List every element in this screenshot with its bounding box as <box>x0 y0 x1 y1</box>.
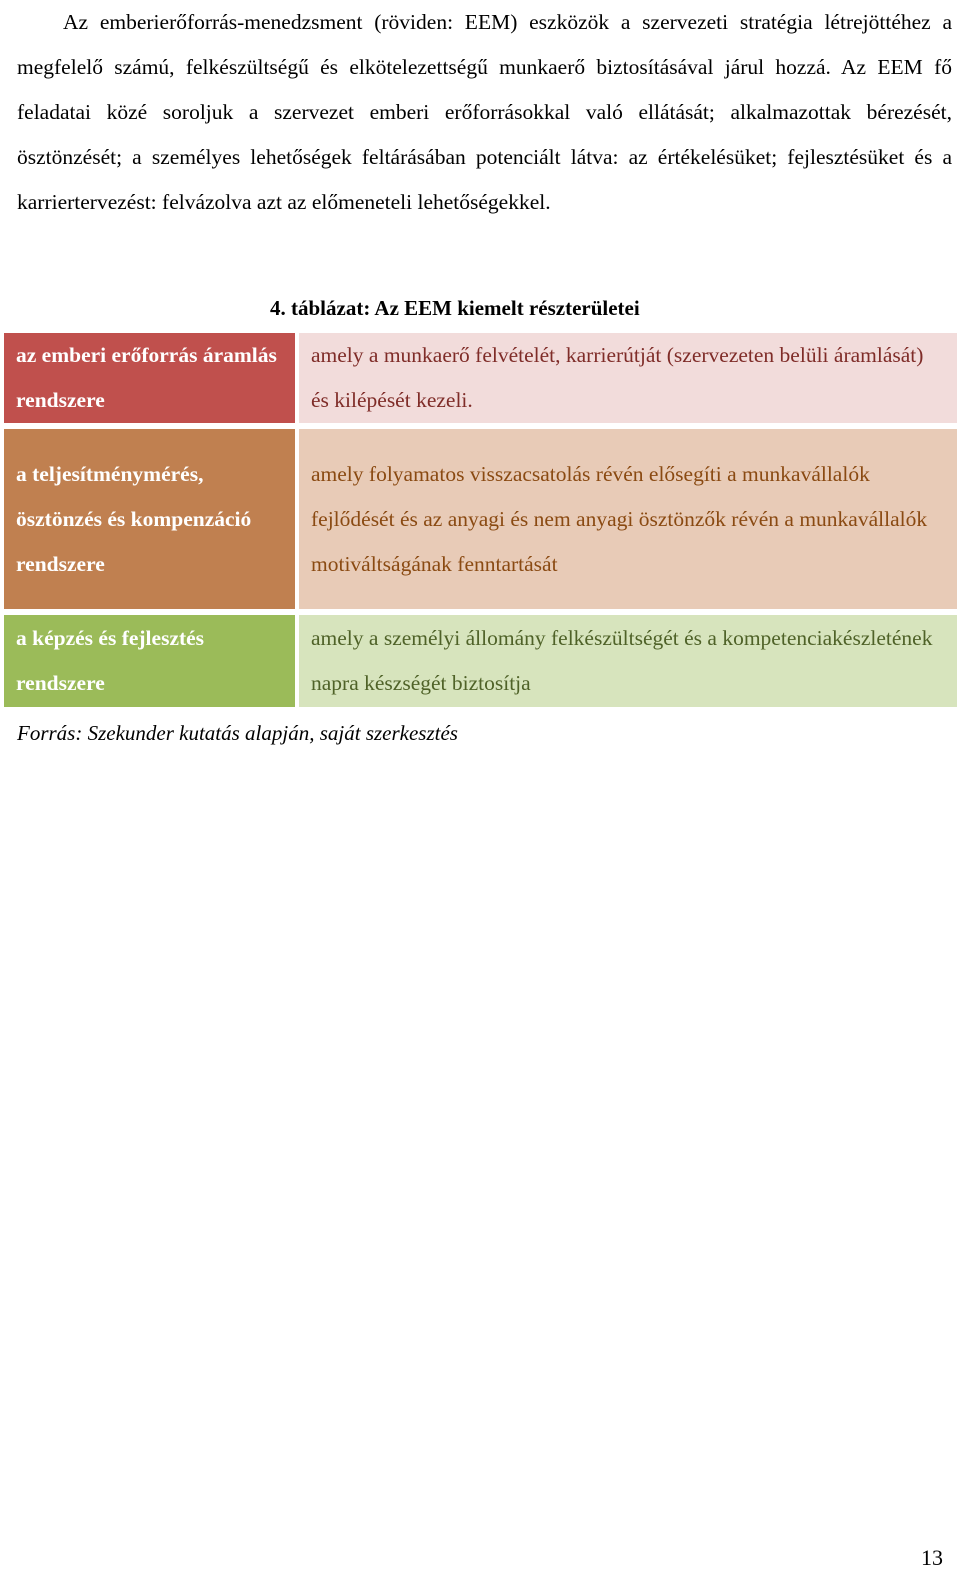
row-description: amely folyamatos visszacsatolás révén elősegíti a munkavállalók fejlődését és az anyagi és nem anyagi ösztönzők révén a munkavállalók motiváltságának fenntartását <box>299 429 957 609</box>
row-label: a képzés és fejlesztés rendszere <box>4 615 295 707</box>
row-label: a teljesítménymérés, ösztönzés és kompenzáció rendszere <box>4 429 295 609</box>
table-row <box>4 429 957 609</box>
row-description: amely a személyi állomány felkészültségét és a kompetenciakészletének napra készségét biztosítja <box>299 615 957 707</box>
row-label: az emberi erőforrás áramlás rendszere <box>4 333 295 423</box>
eem-areas-table <box>4 333 957 713</box>
table-row <box>4 333 957 423</box>
row-description: amely a munkaerő felvételét, karrierútját (szervezeten belüli áramlását) és kilépését kezeli. <box>299 333 957 423</box>
table-row <box>4 615 957 707</box>
table-source-note: Forrás: Szekunder kutatás alapján, saját szerkesztés <box>17 721 458 745</box>
page-number: 13 <box>921 1545 943 1570</box>
intro-paragraph: Az emberierőforrás-menedzsment (röviden: EEM) eszközök a szervezeti stratégia létrejöttéhez a megfelelő számú, felkészültségű és elkötelezettségű munkaerő biztosításával járul hozzá. Az EEM fő feladatai közé soroljuk a szervezet emberi erőforrásokkal való ellátását; alkalmazottak bérezését, ösztönzését; a személyes lehetőségek feltárásában potenciált látva: az értékelésüket; fejlesztésüket és a karriertervezést: felvázolva azt az előmeneteli lehetőségekkel. <box>17 10 952 214</box>
table-caption: 4. táblázat: Az EEM kiemelt részterületei <box>270 296 640 320</box>
